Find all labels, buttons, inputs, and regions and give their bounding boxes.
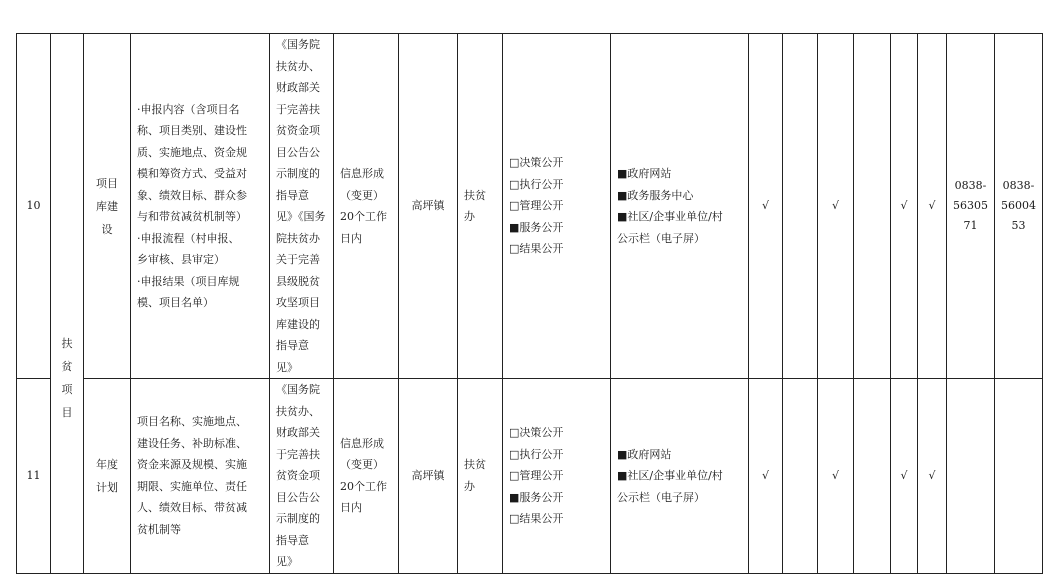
disclosure-type: □决策公开 □执行公开 □管理公开 ■服务公开 □结果公开 <box>503 379 611 574</box>
item-name: 项目 库建 设 <box>84 34 131 379</box>
item-name: 年度 计划 <box>84 379 131 574</box>
mark-cell: √ <box>749 34 783 379</box>
mark-cell: √ <box>918 34 947 379</box>
responsible-dept: 扶贫 办 <box>458 379 503 574</box>
contact-phone <box>947 379 995 574</box>
disclosure-subject: 高坪镇 <box>399 34 458 379</box>
mark-cell: √ <box>818 379 854 574</box>
disclosure-type: □决策公开 □执行公开 □管理公开 ■服务公开 □结果公开 <box>503 34 611 379</box>
disclosure-basis: 《国务院 扶贫办、 财政部关 于完善扶 贫资金项 目公告公 示制度的 指导意 见》《国务 院扶贫办 关于完善 县级脱贫 攻坚项目 库建设的 指导意 见》 <box>270 34 334 379</box>
contact-phone: 0838- 56305 71 <box>947 34 995 379</box>
disclosure-channels: ■政府网站 ■社区/企事业单位/村 公示栏（电子屏） <box>611 379 749 574</box>
mark-cell <box>854 34 891 379</box>
mark-cell <box>783 379 818 574</box>
supervision-phone: 0838- 56004 53 <box>995 34 1043 379</box>
disclosure-subject: 高坪镇 <box>399 379 458 574</box>
mark-cell <box>854 379 891 574</box>
disclosure-table <box>16 33 1043 574</box>
mark-cell: √ <box>749 379 783 574</box>
disclosure-time: 信息形成 （变更） 20个工作 日内 <box>334 34 399 379</box>
disclosure-content: 项目名称、实施地点、 建设任务、补助标准、 资金来源及规模、实施 期限、实施单位、责任 人、绩效目标、带贫减 贫机制等 <box>131 379 270 574</box>
category-cell: 扶 贫 项 目 <box>51 34 84 574</box>
row-number: 10 <box>17 34 51 379</box>
disclosure-content: ·申报内容（含项目名 称、项目类别、建设性 质、实施地点、资金规 模和筹资方式、受益对 象、绩效目标、群众参 与和带贫减贫机制等） ·申报流程（村申报、 乡审核、县审定） ·申报结果（项目库规 模、项目名单） <box>131 34 270 379</box>
mark-cell: √ <box>918 379 947 574</box>
table-row <box>17 379 1043 574</box>
mark-cell: √ <box>891 379 918 574</box>
table-row <box>17 34 1043 379</box>
supervision-phone <box>995 379 1043 574</box>
mark-cell: √ <box>818 34 854 379</box>
disclosure-time: 信息形成 （变更） 20个工作 日内 <box>334 379 399 574</box>
responsible-dept: 扶贫 办 <box>458 34 503 379</box>
disclosure-channels: ■政府网站 ■政务服务中心 ■社区/企事业单位/村 公示栏（电子屏） <box>611 34 749 379</box>
disclosure-basis: 《国务院 扶贫办、 财政部关 于完善扶 贫资金项 目公告公 示制度的 指导意 见》 <box>270 379 334 574</box>
row-number: 11 <box>17 379 51 574</box>
mark-cell <box>783 34 818 379</box>
mark-cell: √ <box>891 34 918 379</box>
